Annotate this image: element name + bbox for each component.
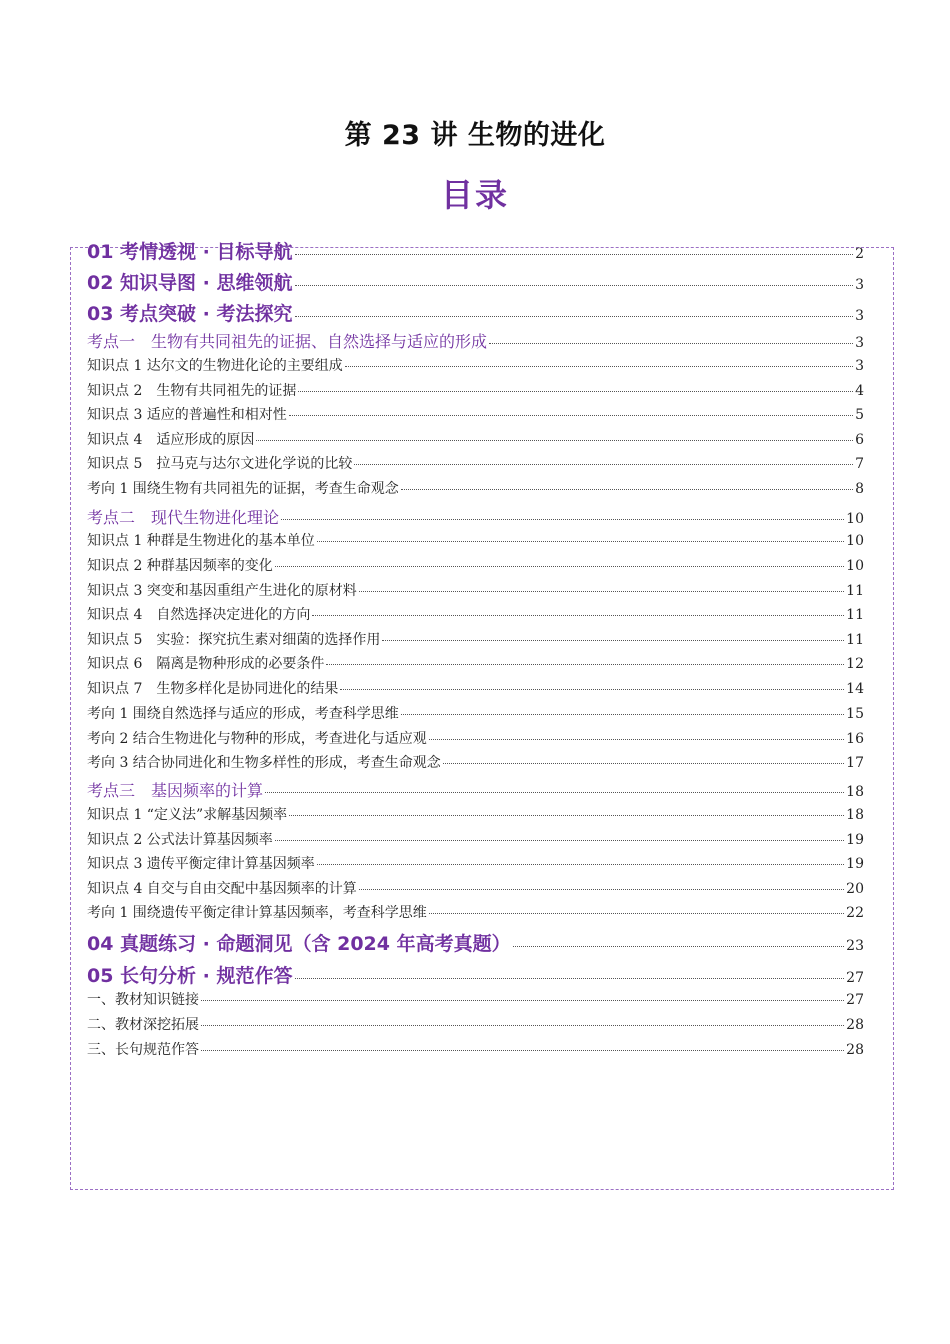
toc-entry-label[interactable]: 03 考点突破 · 考法探究	[87, 303, 293, 325]
toc-page-number: 20	[846, 881, 864, 897]
toc-leader-dots	[256, 440, 853, 441]
toc-page-number: 10	[846, 533, 864, 549]
toc-leader-dots	[295, 254, 854, 255]
toc-entry-label[interactable]: 考向 1 围绕生物有共同祖先的证据，考查生命观念	[87, 481, 399, 497]
toc-leader-dots	[265, 792, 844, 793]
toc-leader-dots	[289, 815, 844, 816]
toc-leader-dots	[275, 566, 844, 567]
toc-item-entry[interactable]	[87, 1014, 864, 1034]
toc-entry-label[interactable]: 知识点 4 自然选择决定进化的方向	[87, 607, 311, 623]
toc-entry-label[interactable]: 考向 1 围绕自然选择与适应的形成，考查科学思维	[87, 706, 399, 722]
toc-item-entry[interactable]	[87, 728, 864, 748]
toc-page-number: 16	[846, 731, 864, 747]
toc-leader-dots	[295, 978, 845, 979]
toc-item-entry[interactable]	[87, 703, 864, 723]
toc-entry-label[interactable]: 考向 2 结合生物进化与物种的形成，考查进化与适应观	[87, 731, 427, 747]
toc-leader-dots	[382, 640, 844, 641]
toc-entry-label[interactable]: 三、长句规范作答	[87, 1042, 199, 1058]
document-title: 第 23 讲 生物的进化	[344, 120, 606, 151]
toc-leader-dots	[201, 1025, 844, 1026]
toc-section-entry[interactable]	[87, 961, 864, 988]
toc-leader-dots	[489, 343, 853, 344]
toc-leader-dots	[345, 366, 853, 367]
toc-leader-dots	[312, 615, 844, 616]
toc-page-number: 27	[846, 992, 864, 1008]
toc-item-entry[interactable]	[87, 355, 864, 375]
toc-page-number: 3	[855, 308, 864, 324]
toc-entry-label[interactable]: 知识点 4 自交与自由交配中基因频率的计算	[87, 881, 357, 897]
toc-entry-label[interactable]: 知识点 2 公式法计算基因频率	[87, 832, 273, 848]
toc-leader-dots	[298, 391, 853, 392]
toc-entry-label[interactable]: 知识点 7 生物多样化是协同进化的结果	[87, 681, 339, 697]
toc-leader-dots	[359, 591, 844, 592]
toc-item-entry[interactable]	[87, 653, 864, 673]
toc-leader-dots	[429, 913, 844, 914]
toc-leader-dots	[513, 946, 845, 947]
toc-entry-label[interactable]: 01 考情透视 · 目标导航	[87, 241, 293, 263]
toc-leader-dots	[281, 519, 844, 520]
toc-leader-dots	[295, 316, 854, 317]
toc-item-entry[interactable]	[87, 380, 864, 400]
toc-section-entry[interactable]	[87, 299, 864, 326]
toc-page-number: 5	[855, 407, 864, 423]
toc-item-entry[interactable]	[87, 829, 864, 849]
toc-page-number: 22	[846, 905, 864, 921]
toc-entry-label[interactable]: 知识点 1 种群是生物进化的基本单位	[87, 533, 315, 549]
toc-page-number: 17	[846, 755, 864, 771]
toc-entry-label[interactable]: 考点一 生物有共同祖先的证据、自然选择与适应的形成	[87, 332, 488, 351]
toc-item-entry[interactable]	[87, 478, 864, 498]
toc-item-entry[interactable]	[87, 453, 864, 473]
toc-page-number: 3	[855, 277, 864, 293]
toc-item-entry[interactable]	[87, 530, 864, 550]
toc-entry-label[interactable]: 知识点 1 达尔文的生物进化论的主要组成	[87, 358, 343, 374]
toc-item-entry[interactable]	[87, 989, 864, 1009]
toc-page-number: 4	[855, 383, 864, 399]
toc-entry-label[interactable]: 知识点 4 适应形成的原因	[87, 432, 255, 448]
toc-leader-dots	[289, 415, 853, 416]
toc-topic-entry[interactable]	[87, 778, 864, 801]
toc-page-number: 12	[846, 656, 864, 672]
toc-entry-label[interactable]: 知识点 3 突变和基因重组产生进化的原材料	[87, 583, 357, 599]
toc-entry-label[interactable]: 考向 1 围绕遗传平衡定律计算基因频率，考查科学思维	[87, 905, 427, 921]
toc-leader-dots	[317, 541, 844, 542]
toc-page-number: 28	[846, 1017, 864, 1033]
toc-page-number: 14	[846, 681, 864, 697]
toc-item-entry[interactable]	[87, 429, 864, 449]
toc-entry-label[interactable]: 考点二 现代生物进化理论	[87, 508, 280, 527]
toc-page-number: 10	[846, 511, 864, 527]
toc-page-number: 18	[846, 784, 864, 800]
toc-page-number: 7	[855, 456, 864, 472]
toc-leader-dots	[317, 864, 844, 865]
toc-entry-label[interactable]: 04 真题练习 · 命题洞见（含 2024 年高考真题）	[87, 933, 511, 955]
toc-entry-label[interactable]: 知识点 6 隔离是物种形成的必要条件	[87, 656, 325, 672]
toc-item-entry[interactable]	[87, 678, 864, 698]
toc-entry-label[interactable]: 知识点 2 生物有共同祖先的证据	[87, 383, 297, 399]
toc-item-entry[interactable]	[87, 853, 864, 873]
toc-entry-label[interactable]: 知识点 3 适应的普遍性和相对性	[87, 407, 287, 423]
toc-leader-dots	[401, 714, 844, 715]
toc-page-number: 3	[855, 358, 864, 374]
toc-topic-entry[interactable]	[87, 505, 864, 528]
toc-item-entry[interactable]	[87, 555, 864, 575]
toc-entry-label[interactable]: 知识点 1 “定义法”求解基因频率	[87, 807, 288, 823]
toc-item-entry[interactable]	[87, 1039, 864, 1059]
toc-page-number: 15	[846, 706, 864, 722]
toc-page-number: 18	[846, 807, 864, 823]
toc-leader-dots	[340, 689, 844, 690]
toc-entry-label[interactable]: 考点三 基因频率的计算	[87, 781, 264, 800]
toc-page-number: 27	[846, 970, 864, 986]
toc-page-number: 11	[846, 583, 864, 599]
toc-leader-dots	[201, 1000, 844, 1001]
toc-entry-label[interactable]: 知识点 3 遗传平衡定律计算基因频率	[87, 856, 315, 872]
toc-item-entry[interactable]	[87, 580, 864, 600]
toc-leader-dots	[429, 739, 844, 740]
toc-page-number: 10	[846, 558, 864, 574]
toc-entry-label[interactable]: 考向 3 结合协同进化和生物多样性的形成，考查生命观念	[87, 755, 441, 771]
toc-section-entry[interactable]	[87, 929, 864, 956]
toc-leader-dots	[401, 489, 853, 490]
toc-page-number: 2	[855, 246, 864, 262]
toc-entry-label[interactable]: 知识点 5 拉马克与达尔文进化学说的比较	[87, 456, 353, 472]
toc-page-number: 19	[846, 832, 864, 848]
toc-page-number: 28	[846, 1042, 864, 1058]
toc-section-entry[interactable]	[87, 268, 864, 295]
toc-heading: 目录	[440, 176, 509, 214]
toc-leader-dots	[359, 889, 844, 890]
toc-item-entry[interactable]	[87, 629, 864, 649]
toc-leader-dots	[326, 664, 844, 665]
toc-entry-label[interactable]: 知识点 5 实验：探究抗生素对细菌的选择作用	[87, 632, 381, 648]
toc-item-entry[interactable]	[87, 404, 864, 424]
toc-item-entry[interactable]	[87, 902, 864, 922]
toc-page-number: 6	[855, 432, 864, 448]
toc-leader-dots	[275, 840, 844, 841]
toc-page-number: 3	[855, 335, 864, 351]
toc-page-number: 23	[846, 938, 864, 954]
toc-leader-dots	[354, 464, 853, 465]
toc-entry-label[interactable]: 05 长句分析 · 规范作答	[87, 965, 293, 987]
toc-item-entry[interactable]	[87, 878, 864, 898]
toc-page-number: 11	[846, 607, 864, 623]
toc-leader-dots	[201, 1050, 844, 1051]
toc-item-entry[interactable]	[87, 604, 864, 624]
toc-item-entry[interactable]	[87, 752, 864, 772]
toc-topic-entry[interactable]	[87, 329, 864, 352]
toc-entry-label[interactable]: 02 知识导图 · 思维领航	[87, 272, 293, 294]
toc-entry-label[interactable]: 知识点 2 种群基因频率的变化	[87, 558, 273, 574]
toc-page-number: 19	[846, 856, 864, 872]
toc-page-number: 11	[846, 632, 864, 648]
toc-section-entry[interactable]	[87, 237, 864, 264]
toc-leader-dots	[443, 763, 844, 764]
toc-entry-label[interactable]: 一、教材知识链接	[87, 992, 199, 1008]
toc-page-number: 8	[855, 481, 864, 497]
toc-entry-label[interactable]: 二、教材深挖拓展	[87, 1017, 199, 1033]
toc-leader-dots	[295, 285, 854, 286]
toc-item-entry[interactable]	[87, 804, 864, 824]
